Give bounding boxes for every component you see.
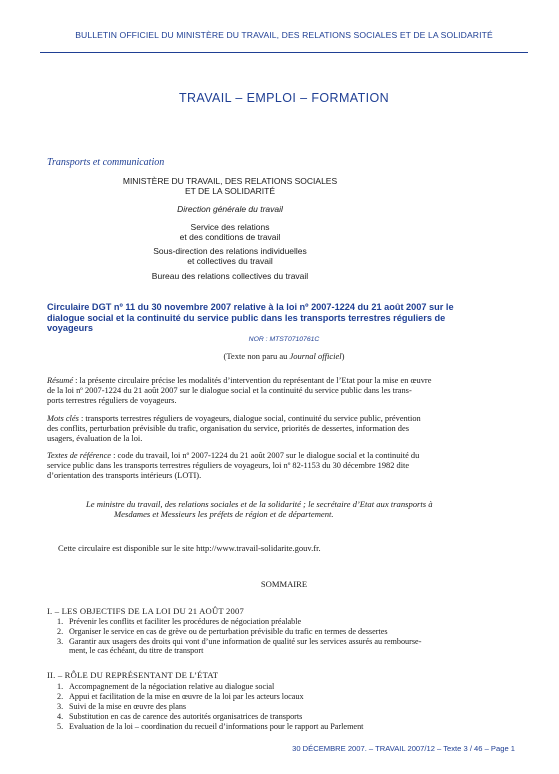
keywords-line: usagers, évaluation de la loi. [47, 433, 143, 443]
references-label: Textes de référence [47, 451, 112, 460]
circulaire-line: Circulaire DGT nº 11 du 30 novembre 2007 relative à la loi nº 2007-1224 du 21 août 2007 sur le [47, 302, 454, 312]
nor-reference: NOR : MTST0710761C [248, 336, 320, 343]
keywords-line: des conflits, perturbation prévisible du trafic, organisation du service, priorités de dessertes, information des [47, 423, 409, 433]
circulaire-line: dialogue social et la continuité du service public dans les transports terrestres réguliers de [47, 312, 446, 323]
page-footer: 30 DÉCEMBRE 2007. – TRAVAIL 2007/12 – Texte 3 / 46 – Page 1 [292, 744, 515, 753]
resume-label: Résumé [47, 376, 74, 385]
sommaire-title: SOMMAIRE [260, 579, 308, 589]
toc-item-text: Garantir aux usagers des droits qui vont d’une information de qualité sur les services assurés au rembourse- [69, 637, 422, 646]
toc-item-text: ment, le cas échéant, du titre de transport [69, 646, 204, 656]
directorate: Direction générale du travail [177, 204, 283, 214]
publication-prefix: (Texte non paru au [223, 351, 290, 361]
addressee-block [86, 499, 516, 519]
references-line: : code du travail, loi nº 2007-1224 du 21 août 2007 sur le dialogue social et la continuité du [113, 451, 420, 460]
toc-item-text: Accompagnement de la négociation relative au dialogue social [69, 682, 275, 691]
section-title: TRAVAIL – EMPLOI – FORMATION [178, 91, 390, 105]
toc-item [57, 627, 512, 636]
subdirectorate-line: et collectives du travail [187, 256, 273, 266]
service-line: et des conditions de travail [179, 232, 281, 242]
publication-journal: Journal officiel [289, 351, 342, 361]
toc-item-text: Suivi de la mise en œuvre des plans [69, 702, 187, 711]
toc-item [57, 702, 512, 711]
toc-item [57, 692, 512, 701]
toc-item [57, 617, 512, 626]
resume-paragraph [47, 376, 513, 405]
toc-item [57, 722, 512, 731]
toc-section-title: II. – RÔLE DU REPRÉSENTANT DE L’ÉTAT [47, 670, 219, 680]
toc-item-text: Appui et facilitation de la mise en œuvre de la loi par les acteurs locaux [69, 692, 304, 701]
references-paragraph [47, 451, 513, 480]
service-line: Service des relations [190, 222, 270, 232]
rubric: Transports et communication [47, 157, 165, 168]
toc-section-title: I. – LES OBJECTIFS DE LA LOI DU 21 AOÛT 2007 [47, 606, 244, 616]
ministry-block [30, 176, 430, 196]
keywords-paragraph [47, 414, 513, 443]
toc-item-number: 3. [57, 702, 64, 711]
addressee-line: Le ministre du travail, des relations sociales et de la solidarité ; le secrétaire d’Etat aux transports à [86, 499, 433, 509]
publication-note [40, 351, 528, 361]
circulaire-line: voyageurs [47, 323, 93, 333]
toc-item-number: 4. [57, 712, 64, 721]
circulaire-title [47, 302, 512, 334]
toc-item-text: Substitution en cas de carence des autorités organisatrices de transports [69, 712, 303, 721]
toc-item-number: 2. [57, 627, 64, 636]
resume-line: : la présente circulaire précise les modalités d’intervention du représentant de l’Etat pour la mise en œuvre [75, 376, 432, 385]
subdirectorate-line: Sous-direction des relations individuelles [153, 246, 307, 256]
availability-note: Cette circulaire est disponible sur le site http://www.travail-solidarite.gouv.fr. [58, 543, 321, 553]
resume-line: de la loi nº 2007-1224 du 21 août 2007 sur le dialogue social et la continuité du service public dans les trans- [47, 385, 412, 395]
toc-item-text: Organiser le service en cas de grève ou de perturbation prévisible du trafic en termes de dessertes [69, 627, 388, 636]
toc-item [57, 637, 512, 656]
header-rule [40, 52, 528, 53]
toc-item [57, 712, 512, 721]
ministry-line: MINISTÈRE DU TRAVAIL, DES RELATIONS SOCIALES [122, 176, 338, 186]
addressee-line: Mesdames et Messieurs les préfets de région et de département. [114, 509, 334, 519]
toc-item-text: Evaluation de la loi – coordination du recueil d’informations pour le rapport au Parlement [69, 722, 364, 731]
service-block [30, 222, 430, 242]
subdirectorate-block [30, 246, 430, 266]
references-line: service public dans les transports terrestres réguliers de voyageurs, loi nº 82-1153 du 30 décembre 1982 dite [47, 460, 410, 470]
resume-line: ports terrestres réguliers de voyageurs. [47, 395, 177, 405]
toc-item-number: 1. [57, 682, 64, 691]
toc-item-text: Prévenir les conflits et faciliter les procédures de négociation préalable [69, 617, 302, 626]
keywords-line: : transports terrestres réguliers de voyageurs, dialogue social, continuité du service public, prévention [80, 414, 421, 423]
keywords-label: Mots clés [47, 414, 79, 423]
bureau: Bureau des relations collectives du travail [151, 271, 309, 281]
toc-item-number: 1. [57, 617, 64, 626]
toc-item [57, 682, 512, 691]
bulletin-header: BULLETIN OFFICIEL DU MINISTÈRE DU TRAVAIL, DES RELATIONS SOCIALES ET DE LA SOLIDARITÉ [75, 30, 493, 40]
toc-item-number: 2. [57, 692, 64, 701]
references-line: d’orientation des transports intérieurs (LOTI). [47, 470, 202, 480]
publication-suffix: ) [341, 351, 345, 361]
ministry-line: ET DE LA SOLIDARITÉ [184, 186, 276, 196]
toc-item-number: 5. [57, 722, 64, 731]
toc-item-number: 3. [57, 637, 64, 646]
